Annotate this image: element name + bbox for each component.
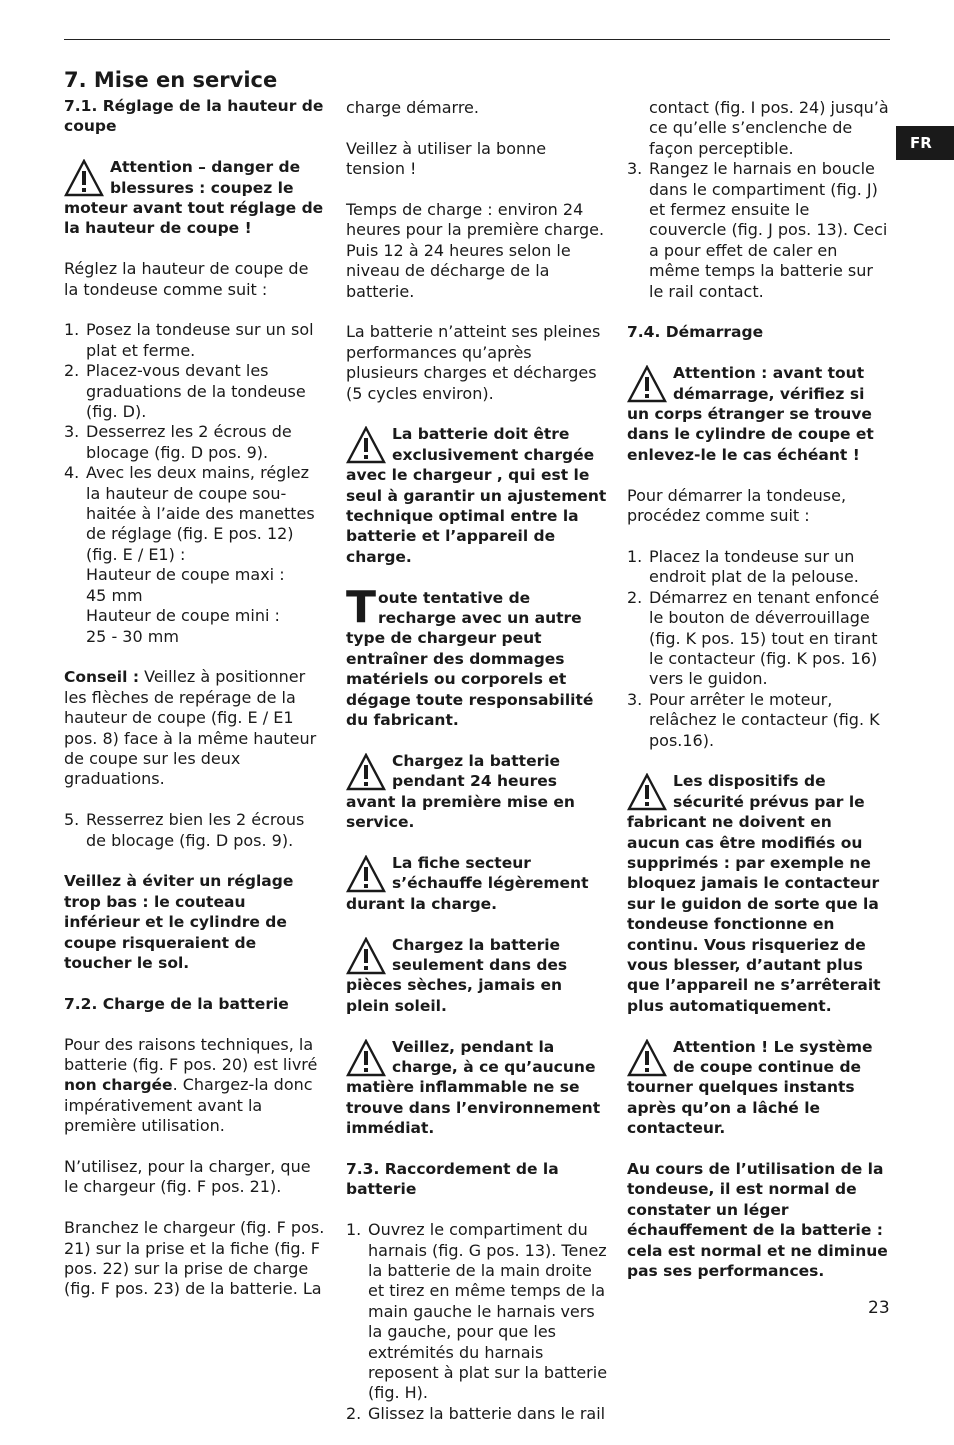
- tip-label: Conseil :: [64, 668, 140, 687]
- warning-block: [627, 1037, 889, 1139]
- warning-block: [64, 157, 326, 239]
- page-number: 23: [868, 1298, 890, 1318]
- list-item: 3. Rangez le harnais en boucle dans le compartiment (fig. J) et fermez ensuite le couvercle (fig. J pos. 13). Ceci a pour effet de caler en même temps la batterie sur le rail contact.: [627, 159, 888, 301]
- subsection-heading-7-3: 7.3. Raccordement de la batterie: [346, 1159, 559, 1199]
- subsection-heading-7-1: 7.1. Réglage de la hauteur de coupe: [64, 97, 324, 136]
- list-item: 3. Desserrez les 2 écrous de blocage (fig. D pos. 9).: [64, 422, 292, 462]
- warning-block: [346, 1037, 608, 1139]
- list-item: 5. Resserrez bien les 2 écrous de blocage (fig. D pos. 9).: [64, 810, 305, 850]
- steps-list: [627, 98, 889, 302]
- dropcap-letter: T: [346, 581, 377, 633]
- section-title: 7. Mise en service: [64, 68, 278, 92]
- paragraph: Réglez la hauteur de coupe de la tondeuse comme suit :: [64, 259, 309, 299]
- column-2: [346, 98, 608, 1445]
- warning-text: Chargez la batterie seulement dans des pièces sèches, jamais en plein soleil.: [346, 935, 568, 1015]
- list-item: 1. Posez la tondeuse sur un sol plat et ferme.: [64, 320, 314, 360]
- warning-text: Attention ! Le système de coupe continue de tourner quelques instants après qu’on a lâché le contacteur.: [627, 1037, 873, 1138]
- paragraph: Pour des raisons techniques, la batterie (fig. F pos. 20) est livré non chargée. Chargez-la donc impérativement avant la première utilisation.: [64, 1034, 318, 1136]
- subsection-heading-7-2: 7.2. Charge de la batterie: [64, 994, 289, 1013]
- column-1: [64, 66, 326, 1320]
- steps-list: [64, 320, 326, 647]
- warning-block: [346, 751, 608, 833]
- warning-triangle-icon: [346, 937, 386, 975]
- warning-text: Les dispositifs de sécurité prévus par le fabricant ne doivent en aucun cas être modifiés ou supprimés : par exemple ne bloquez jamais le contacteur sur le guidon de sorte que la tondeuse fonctionne en continu. Vous risqueriez de vous blesser, d’autant plus que l’appareil ne s’arrêterait plus automatiquement.: [627, 772, 881, 1015]
- paragraph: La batterie n’atteint ses pleines performances qu’après plusieurs charges et décharges (5 cycles environ).: [346, 322, 601, 403]
- warning-block: [346, 424, 608, 567]
- column-3: [627, 98, 889, 1302]
- list-item: contact (fig. I pos. 24) jusqu’à ce qu’elle s’enclenche de façon perceptible.: [649, 98, 889, 158]
- paragraph: Pour démarrer la tondeuse, procédez comme suit :: [627, 485, 847, 526]
- warning-block: [627, 363, 889, 465]
- warning-triangle-icon: [346, 855, 386, 893]
- subsection-heading-7-4: 7.4. Démarrage: [627, 323, 764, 342]
- warning-triangle-icon: [64, 159, 104, 197]
- paragraph: charge démarre.: [346, 98, 479, 117]
- final-paragraph: Au cours de l’utilisation de la tondeuse, il est normal de constater un léger échauffement de la batterie : cela est normal et ne diminue pas ses performances.: [627, 1160, 888, 1281]
- list-item: 2. Démarrez en tenant enfoncé le bouton de déverrouillage (fig. K pos. 15) tout en tirant le contacteur (fig. K pos. 16) vers le guidon.: [627, 587, 880, 689]
- warning-text: Attention : avant tout démarrage, vérifiez si un corps étranger se trouve dans le cylindre de coupe et enlevez-le le cas échéant !: [627, 364, 874, 464]
- warning-triangle-icon: [627, 773, 667, 811]
- caution-paragraph: Veillez à éviter un réglage trop bas : le couteau inférieur et le cylindre de coupe risqueraient de toucher le sol.: [64, 872, 294, 972]
- warning-triangle-icon: [346, 753, 386, 791]
- header-rule: [64, 39, 890, 40]
- warning-block: [627, 771, 889, 1016]
- warning-text: Attention – danger de blessures : coupez le moteur avant tout réglage de la hauteur de coupe !: [64, 158, 324, 238]
- paragraph: N’utilisez, pour la charger, que le chargeur (fig. F pos. 21).: [64, 1156, 311, 1197]
- list-item: 2. Placez-vous devant les graduations de la tondeuse (fig. D).: [64, 361, 306, 422]
- warning-text: La fiche secteur s’échauffe légèrement durant la charge.: [346, 853, 589, 913]
- warning-text: La batterie doit être exclusivement chargée avec le chargeur , qui est le seul à garantir un ajustement technique optimal entre la batterie et l’appareil de charge.: [346, 425, 607, 566]
- warning-triangle-icon: [346, 426, 386, 464]
- paragraph: Temps de charge : environ 24 heures pour la première charge. Puis 12 à 24 heures selon le niveau de décharge de la batterie.: [346, 200, 605, 301]
- warning-block: [346, 935, 608, 1017]
- warning-triangle-icon: [346, 1039, 386, 1077]
- steps-list: [64, 810, 326, 851]
- warning-text: Chargez la batterie pendant 24 heures avant la première mise en service.: [346, 751, 575, 832]
- list-item: 4. Avec les deux mains, réglez la hauteur de coupe sou-haitée à l’aide des manettes de réglage (fig. E pos. 12) (fig. E / E1) : Hauteur de coupe maxi : 45 mm Hauteur de coupe mini : 25 - 30 mm: [64, 463, 315, 646]
- list-item: 3. Pour arrêter le moteur, relâchez le contacteur (fig. K pos.16).: [627, 689, 880, 750]
- tip-paragraph: Conseil : Veillez à positionner les flèches de repérage de la hauteur de coupe (fig. E / E1 pos. 8) face à la même hauteur de coupe sur les deux graduations.: [64, 667, 317, 789]
- warning-triangle-icon: [627, 365, 667, 403]
- paragraph: Branchez le chargeur (fig. F pos. 21) sur la prise et la fiche (fig. F pos. 22) sur la prise de charge (fig. F pos. 23) de la batterie. La: [64, 1218, 325, 1299]
- warning-text: Veillez, pendant la charge, à ce qu’aucune matière inflammable ne se trouve dans l’environnement immédiat.: [346, 1037, 601, 1138]
- language-tab: FR: [896, 126, 954, 160]
- list-item: 1. Ouvrez le compartiment du harnais (fig. G pos. 13). Tenez la batterie de la main droite et tirez en même temps de la main gauche le harnais vers la gauche, pour que les extrémités du harnais reposent à plat sur la batterie (fig. H).: [346, 1220, 608, 1403]
- list-item: 1. Placez la tondeuse sur un endroit plat de la pelouse.: [627, 546, 859, 587]
- dropcap-paragraph: T oute tentative de recharge avec un autre type de chargeur peut entraîner des dommages matériels ou corporels et dégage toute responsabilité du fabricant.: [346, 581, 594, 730]
- steps-list: [627, 547, 889, 751]
- list-item: 2. Glissez la batterie dans le rail: [346, 1403, 606, 1423]
- steps-list: [346, 1220, 608, 1424]
- warning-block: [346, 853, 608, 914]
- warning-triangle-icon: [627, 1039, 667, 1077]
- paragraph: Veillez à utiliser la bonne tension !: [346, 138, 547, 179]
